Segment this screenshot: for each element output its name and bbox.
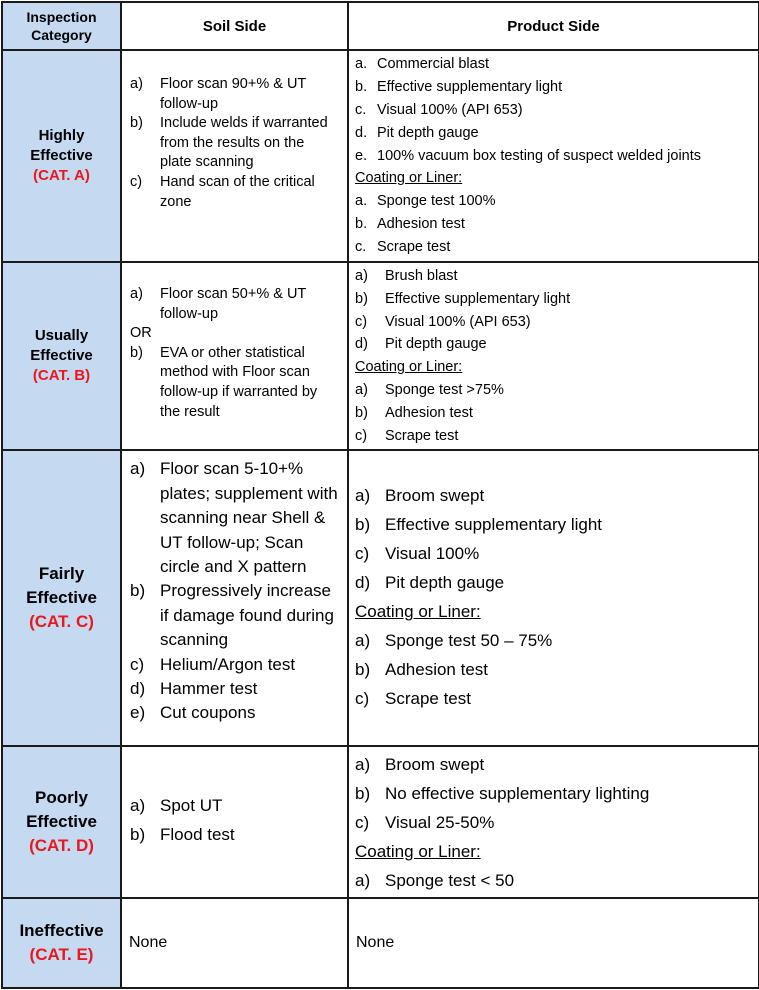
- item-marker: a.: [355, 56, 368, 73]
- item-marker: c.: [355, 102, 367, 118]
- item-text: Pit depth gauge: [385, 336, 487, 353]
- category-name: Fairly Effective: [26, 564, 97, 608]
- item-text: Spot UT: [160, 796, 223, 816]
- item-text: Visual 100% (API 653): [377, 102, 523, 118]
- coating-label: Coating or Liner:: [355, 359, 463, 376]
- item-marker: b): [130, 115, 143, 132]
- item-marker: b.: [355, 79, 368, 96]
- item-text: Progressively increase if damage found during scanning: [160, 581, 334, 650]
- item-text: Sponge test >75%: [385, 381, 504, 398]
- list-item: [355, 213, 752, 236]
- category-code: (CAT. E): [29, 945, 94, 965]
- list-item: [130, 344, 339, 422]
- item-marker: a): [355, 870, 371, 890]
- product-cell: [348, 450, 759, 746]
- list-item: [130, 114, 339, 173]
- soil-list-alt: [130, 344, 339, 422]
- list-item: [355, 236, 752, 259]
- item-marker: c): [355, 544, 370, 564]
- item-marker: c): [355, 427, 368, 444]
- item-marker: b.: [355, 215, 368, 232]
- category-cell: [2, 262, 121, 450]
- soil-cell: [121, 50, 348, 262]
- item-text: Cut coupons: [160, 703, 256, 723]
- item-text: Effective supplementary light: [385, 515, 603, 535]
- list-item: [130, 791, 339, 820]
- product-list: [355, 750, 752, 837]
- category-code: (CAT. A): [33, 167, 90, 184]
- or-text: OR: [130, 325, 152, 342]
- item-text: Pit depth gauge: [385, 573, 505, 593]
- list-item: [355, 53, 752, 76]
- list-item: [130, 701, 339, 725]
- item-text: Brush blast: [385, 268, 458, 284]
- item-marker: b): [130, 581, 146, 601]
- header-category: [2, 2, 121, 50]
- item-text: Floor scan 50+% & UT follow-up: [160, 286, 307, 322]
- item-text: Hand scan of the critical zone: [160, 173, 315, 210]
- category-cell: [2, 746, 121, 898]
- item-marker: b): [355, 515, 371, 535]
- item-text: Adhesion test: [385, 404, 473, 421]
- item-text: Pit depth gauge: [377, 124, 479, 141]
- coating-label: Coating or Liner:: [355, 170, 463, 187]
- category-name: Poorly Effective: [26, 788, 97, 832]
- item-text: Visual 25-50%: [385, 812, 495, 832]
- category-name: Ineffective: [19, 921, 104, 941]
- category-code: (CAT. C): [29, 612, 94, 632]
- category-code: (CAT. B): [32, 367, 91, 385]
- item-marker: a): [355, 268, 368, 284]
- row-cat-b: [2, 262, 759, 450]
- list-item: [130, 653, 339, 677]
- product-list: [355, 481, 752, 597]
- item-marker: a): [130, 76, 143, 92]
- item-text: Commercial blast: [377, 56, 489, 73]
- coating-list: [355, 190, 752, 258]
- soil-cell: [121, 746, 348, 898]
- list-item: [355, 866, 752, 895]
- item-marker: d): [355, 336, 368, 353]
- item-marker: c): [355, 313, 368, 330]
- product-cell: [348, 898, 759, 988]
- item-text: Floor scan 5-10+% plates; supplement with scanning near Shell & UT follow-up; Scan circle and X pattern: [160, 459, 338, 576]
- item-text: Include welds if warranted from the results on the plate scanning: [160, 115, 328, 171]
- item-marker: d): [130, 679, 146, 699]
- soil-none-text: None: [129, 934, 168, 952]
- list-item: [355, 288, 752, 311]
- item-marker: e.: [355, 147, 368, 164]
- product-cell: [348, 746, 759, 898]
- item-text: Flood test: [160, 825, 235, 845]
- coating-label: Coating or Liner:: [355, 841, 481, 861]
- soil-cell: [121, 450, 348, 746]
- category-cell: [2, 898, 121, 988]
- item-marker: d): [355, 573, 371, 593]
- category-code: (CAT. D): [29, 836, 94, 856]
- item-marker: b): [355, 404, 368, 421]
- list-item: [355, 539, 752, 568]
- list-item: [130, 579, 339, 652]
- item-text: Sponge test 100%: [377, 193, 496, 210]
- list-item: [355, 655, 752, 684]
- item-marker: b): [355, 783, 371, 803]
- list-item: [355, 311, 752, 334]
- soil-cell: [121, 262, 348, 450]
- item-text: Sponge test 50 – 75%: [385, 631, 553, 651]
- coating-list: [355, 379, 752, 447]
- item-text: Scrape test: [385, 689, 471, 709]
- item-text: Visual 100% (API 653): [385, 313, 531, 330]
- soil-cell: [121, 898, 348, 988]
- soil-list: [130, 791, 339, 849]
- list-item: [355, 568, 752, 597]
- coating-list: [355, 626, 752, 713]
- list-item: [130, 457, 339, 579]
- item-text: No effective supplementary lighting: [385, 783, 650, 803]
- item-marker: a): [130, 796, 146, 816]
- item-text: Adhesion test: [385, 660, 489, 680]
- item-marker: c): [355, 689, 370, 709]
- item-marker: c): [130, 173, 143, 190]
- list-item: [355, 402, 752, 425]
- item-text: Scrape test: [385, 427, 459, 444]
- list-item: [355, 481, 752, 510]
- row-cat-e: [2, 898, 759, 988]
- header-soil-text: Soil Side: [202, 17, 267, 35]
- soil-list: [130, 285, 339, 324]
- item-text: 100% vacuum box testing of suspect welded joints: [377, 147, 702, 164]
- product-cell: [348, 50, 759, 262]
- list-item: [355, 750, 752, 779]
- item-marker: a): [355, 381, 368, 398]
- item-marker: a): [130, 286, 143, 302]
- product-none-text: None: [356, 934, 395, 952]
- item-marker: b): [355, 290, 368, 307]
- list-item: [355, 808, 752, 837]
- item-text: Effective supplementary light: [385, 290, 571, 307]
- item-marker: c): [355, 812, 370, 832]
- item-marker: b): [130, 344, 143, 361]
- inspection-table: [1, 1, 759, 989]
- header-product-text: Product Side: [507, 17, 600, 35]
- soil-list: [130, 457, 339, 725]
- row-cat-c: [2, 450, 759, 746]
- item-marker: a): [355, 486, 371, 506]
- item-text: Adhesion test: [377, 215, 465, 232]
- item-text: Hammer test: [160, 679, 258, 699]
- item-text: EVA or other statistical method with Floor scan follow-up if warranted by the result: [160, 344, 318, 420]
- item-marker: b): [355, 660, 371, 680]
- item-text: Helium/Argon test: [160, 654, 296, 674]
- item-marker: d.: [355, 124, 368, 141]
- item-marker: a): [130, 459, 146, 479]
- item-marker: a): [355, 754, 371, 774]
- category-name: Highly Effective: [30, 127, 93, 164]
- product-cell: [348, 262, 759, 450]
- list-item: [130, 75, 339, 114]
- list-item: [355, 379, 752, 402]
- product-list: [355, 53, 752, 167]
- category-name: Usually Effective: [30, 327, 93, 365]
- list-item: [355, 684, 752, 713]
- list-item: [130, 285, 339, 324]
- list-item: [355, 122, 752, 145]
- soil-list: [130, 75, 339, 212]
- list-item: [355, 265, 752, 288]
- item-text: Broom swept: [385, 754, 485, 774]
- list-item: [355, 76, 752, 99]
- item-marker: c.: [355, 238, 367, 255]
- item-marker: c): [130, 654, 145, 674]
- list-item: [355, 779, 752, 808]
- header-soil: [121, 2, 348, 50]
- item-text: Sponge test < 50: [385, 870, 515, 890]
- category-cell: [2, 450, 121, 746]
- list-item: [355, 190, 752, 213]
- list-item: [355, 510, 752, 539]
- header-product: [348, 2, 759, 50]
- item-marker: b): [130, 825, 146, 845]
- item-text: Scrape test: [377, 238, 451, 255]
- list-item: [355, 145, 752, 168]
- list-item: [130, 820, 339, 849]
- item-text: Floor scan 90+% & UT follow-up: [160, 76, 307, 112]
- item-marker: e): [130, 703, 146, 723]
- list-item: [355, 99, 752, 122]
- item-text: Broom swept: [385, 486, 485, 506]
- list-item: [130, 677, 339, 701]
- header-row: [2, 2, 759, 50]
- coating-label: Coating or Liner:: [355, 602, 481, 622]
- header-category-text: Inspection Category: [26, 9, 97, 43]
- row-cat-a: [2, 50, 759, 262]
- list-item: [355, 626, 752, 655]
- row-cat-d: [2, 746, 759, 898]
- item-text: Effective supplementary light: [377, 79, 563, 96]
- item-text: Visual 100%: [385, 544, 480, 564]
- list-item: [355, 425, 752, 448]
- list-item: [130, 173, 339, 212]
- coating-list: [355, 866, 752, 895]
- product-list: [355, 265, 752, 356]
- category-cell: [2, 50, 121, 262]
- item-marker: a.: [355, 193, 368, 210]
- list-item: [355, 333, 752, 356]
- item-marker: a): [355, 631, 371, 651]
